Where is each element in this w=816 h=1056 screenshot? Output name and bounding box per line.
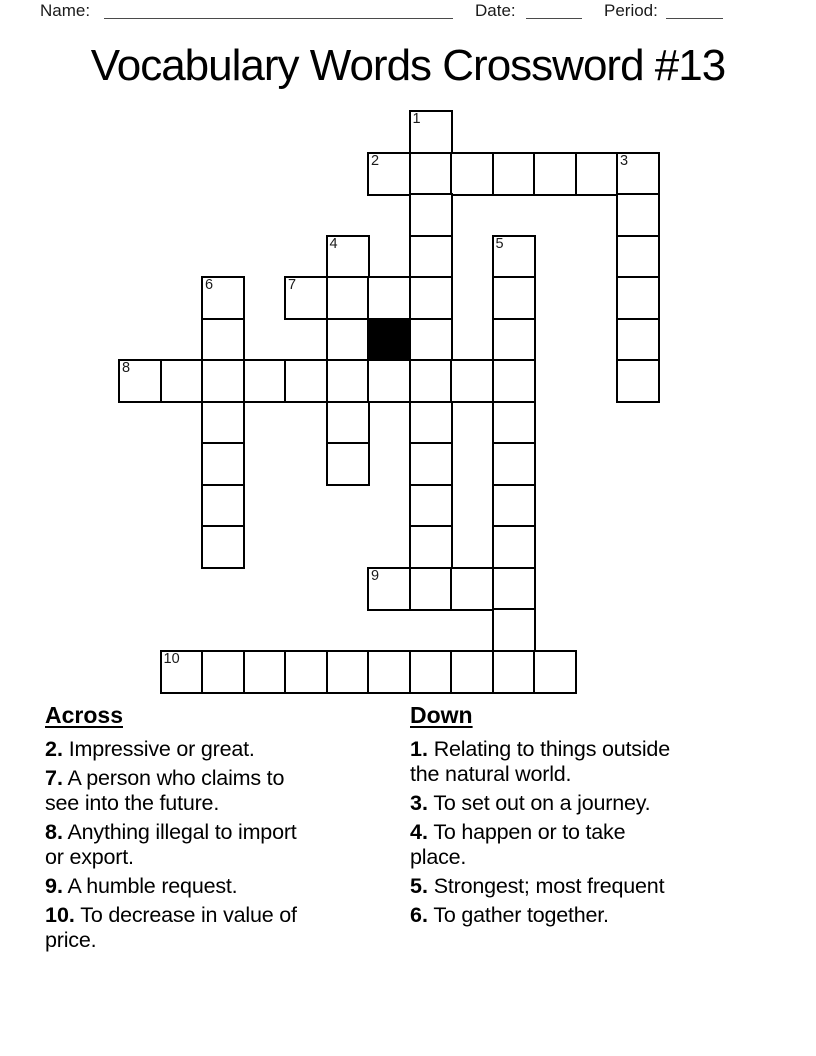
grid-cell[interactable]: [450, 359, 494, 403]
clue-number: 8.: [45, 820, 63, 844]
grid-cell[interactable]: [409, 276, 453, 320]
grid-cell[interactable]: [409, 484, 453, 528]
grid-cell[interactable]: [409, 193, 453, 237]
period-label: Period:: [604, 1, 658, 20]
cell-number: 6: [205, 277, 214, 293]
clue-number: 2.: [45, 737, 63, 761]
down-clue-list: [410, 737, 780, 928]
grid-cell[interactable]: [492, 650, 536, 694]
grid-cell[interactable]: [201, 318, 245, 362]
grid-cell[interactable]: [492, 608, 536, 652]
grid-cell[interactable]: [409, 110, 453, 154]
down-clues-section: [410, 702, 780, 932]
grid-cell[interactable]: [326, 276, 370, 320]
cell-number: 4: [329, 235, 338, 252]
clue-item: 7. A person who claims to see into the future.: [45, 766, 285, 815]
period-blank-line: [666, 0, 723, 19]
grid-cell[interactable]: [492, 276, 536, 320]
grid-cell[interactable]: [367, 567, 411, 611]
grid-cell[interactable]: [201, 650, 245, 694]
grid-cell[interactable]: [492, 484, 536, 528]
grid-cell[interactable]: [367, 650, 411, 694]
grid-cell[interactable]: [201, 484, 245, 528]
cell-number: 9: [371, 567, 380, 584]
clue-number: 10.: [45, 903, 75, 927]
grid-cell[interactable]: [616, 276, 660, 320]
grid-cell[interactable]: [533, 152, 577, 196]
grid-cell[interactable]: [492, 152, 536, 196]
grid-cell[interactable]: [575, 152, 619, 196]
grid-cell[interactable]: [201, 276, 245, 320]
grid-cell[interactable]: [616, 318, 660, 362]
grid-cell[interactable]: [326, 318, 370, 362]
grid-cell[interactable]: [492, 442, 536, 486]
grid-cell[interactable]: [367, 276, 411, 320]
date-label: Date:: [475, 1, 516, 20]
cell-number: 10: [163, 650, 180, 667]
grid-cell[interactable]: [492, 359, 536, 403]
grid-cell[interactable]: [450, 567, 494, 611]
grid-cell[interactable]: [492, 235, 536, 279]
grid-cell[interactable]: [201, 525, 245, 569]
grid-cell[interactable]: [201, 442, 245, 486]
grid-cell[interactable]: [326, 401, 370, 445]
clue-item: 8. Anything illegal to import or export.: [45, 820, 297, 869]
across-heading: Across: [45, 702, 123, 728]
grid-cell[interactable]: [201, 401, 245, 445]
grid-cell[interactable]: [409, 401, 453, 445]
grid-cell[interactable]: [409, 235, 453, 279]
cell-number: 5: [495, 235, 504, 252]
cell-number: 2: [371, 152, 380, 169]
clue-item: 2. Impressive or great.: [45, 737, 255, 761]
grid-cell[interactable]: [533, 650, 577, 694]
across-clue-list: [45, 737, 400, 953]
clue-item: 4. To happen or to take place.: [410, 820, 626, 869]
clue-item: 3. To set out on a journey.: [410, 791, 651, 815]
clue-item: 9. A humble request.: [45, 874, 238, 898]
grid-cell[interactable]: [409, 525, 453, 569]
grid-cell[interactable]: [326, 359, 370, 403]
grid-cell[interactable]: [492, 401, 536, 445]
clue-item: 5. Strongest; most frequent: [410, 874, 665, 898]
clue-number: 6.: [410, 903, 428, 927]
grid-cell[interactable]: [409, 318, 453, 362]
clue-item: 1. Relating to things outside the natural world.: [410, 737, 670, 786]
grid-cell[interactable]: [616, 235, 660, 279]
cell-number: 7: [288, 277, 297, 293]
grid-cell[interactable]: [118, 359, 162, 403]
clue-item: 6. To gather together.: [410, 903, 609, 927]
clue-number: 1.: [410, 737, 428, 761]
grid-cell[interactable]: [450, 650, 494, 694]
grid-cell[interactable]: [409, 359, 453, 403]
grid-cell[interactable]: [409, 650, 453, 694]
down-heading: Down: [410, 702, 473, 728]
grid-cell[interactable]: [326, 442, 370, 486]
grid-cell[interactable]: [616, 359, 660, 403]
grid-cell[interactable]: [243, 359, 287, 403]
grid-cell[interactable]: [326, 650, 370, 694]
grid-cell[interactable]: [409, 442, 453, 486]
clue-number: 5.: [410, 874, 428, 898]
clue-number: 7.: [45, 766, 63, 790]
grid-cell[interactable]: [492, 318, 536, 362]
grid-cell[interactable]: [367, 359, 411, 403]
grid-cell[interactable]: [326, 235, 370, 279]
cell-number: 8: [122, 360, 131, 376]
grid-cell[interactable]: [284, 359, 328, 403]
cell-number: 1: [412, 111, 421, 127]
black-cell: [367, 318, 411, 362]
grid-cell[interactable]: [243, 650, 287, 694]
grid-cell[interactable]: [450, 152, 494, 196]
grid-cell[interactable]: [616, 152, 660, 196]
clue-number: 9.: [45, 874, 63, 898]
across-clues-section: [45, 702, 400, 957]
date-blank-line: [526, 0, 582, 19]
grid-cell[interactable]: [284, 650, 328, 694]
grid-cell[interactable]: [492, 525, 536, 569]
grid-cell[interactable]: [409, 152, 453, 196]
grid-cell[interactable]: [367, 152, 411, 196]
grid-cell[interactable]: [409, 567, 453, 611]
clue-number: 4.: [410, 820, 428, 844]
page-title: Vocabulary Words Crossword #13: [90, 41, 726, 90]
grid-cell[interactable]: [160, 359, 204, 403]
name-blank-line: [104, 0, 453, 19]
name-label: Name:: [40, 1, 91, 20]
grid-cell[interactable]: [160, 650, 204, 694]
cell-number: 3: [620, 152, 629, 169]
grid-cell[interactable]: [284, 276, 328, 320]
crossword-grid: [118, 110, 660, 694]
grid-cell[interactable]: [492, 567, 536, 611]
grid-cell[interactable]: [201, 359, 245, 403]
clue-number: 3.: [410, 791, 428, 815]
grid-cell[interactable]: [616, 193, 660, 237]
clue-item: 10. To decrease in value of price.: [45, 903, 297, 952]
